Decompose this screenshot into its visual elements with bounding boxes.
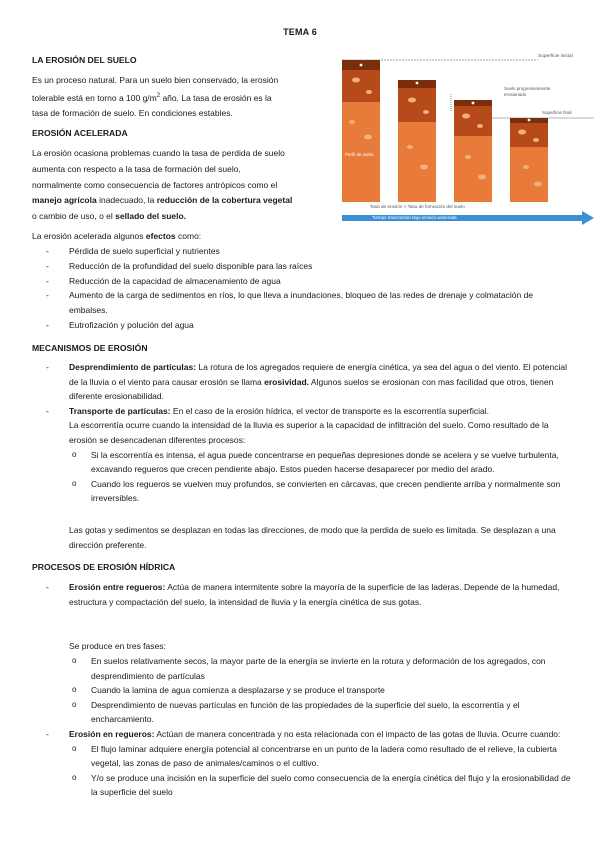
text-line: o cambio de uso, o el bbox=[32, 211, 116, 222]
bold-term: reducción de la cobertura vegetal bbox=[156, 195, 293, 206]
page-title: TEMA 6 bbox=[283, 27, 317, 37]
effects-list bbox=[32, 244, 562, 333]
list-item: o Cuando la lamina de agua comienza a desplazarse y se produce el transporte bbox=[32, 683, 572, 698]
text-line: normalmente como consecuencia de factores antrópicos como el bbox=[32, 179, 278, 190]
bold-term: manejo agrícola bbox=[32, 195, 97, 206]
list-item: - Reducción de la capacidad de almacenamiento de agua bbox=[32, 274, 562, 289]
sublist bbox=[32, 448, 572, 506]
paragraph-erosion-suelo bbox=[32, 73, 332, 122]
list-item: o Cuando los regueros se vuelven muy profundos, se convierten en cárcavas, que crecen pendiente arriba y normalmente son irreversibles. bbox=[32, 477, 572, 506]
processes-list bbox=[32, 580, 572, 609]
text-line: Es un proceso natural. Para un suelo bien conservado, la erosión bbox=[32, 75, 279, 85]
effects-intro bbox=[32, 229, 201, 245]
bold-term: efectos bbox=[145, 231, 176, 241]
mechanisms-closing: Las gotas y sedimentos se desplazan en todas las direcciones, de modo que la perdida de suelo es limitada. Se desplazan a una dirección preferente. bbox=[69, 525, 556, 550]
text-line: En el caso de la erosión hídrica, el vector de transporte es la escorrentía superficial. bbox=[170, 405, 490, 416]
bold-term: Transporte de partículas: bbox=[69, 405, 171, 416]
text-line: Actúan de manera concentrada y no esta relacionada con el impacto de las gotas de lluvia. Ocurre cuando: bbox=[154, 728, 561, 739]
list-item: - Reducción de la profundidad del suelo disponible para las raíces bbox=[32, 259, 562, 274]
phases-list bbox=[32, 654, 572, 800]
text-line: La escorrentía ocurre cuando la intensidad de la lluvia es superior a la capacidad de infiltración del suelo. Como resultado de la erosión se desencadenan diferentes procesos: bbox=[69, 420, 549, 445]
list-item: o Y/o se produce una incisión en la superficie del suelo como consecuencia de la energía cinética del flujo y la erosionabilidad de la superficie del suelo bbox=[32, 771, 572, 800]
text-line: La erosión ocasiona problemas cuando la tasa de perdida de suelo bbox=[32, 148, 285, 158]
text-line: como: bbox=[175, 231, 202, 241]
soil-column-1-mid bbox=[342, 70, 380, 102]
soil-erosion-diagram bbox=[342, 52, 594, 227]
heading-mecanismos: MECANISMOS DE EROSIÓN bbox=[32, 343, 148, 353]
soil-column-4-base bbox=[510, 147, 548, 202]
bold-term: Desprendimiento de partículas: bbox=[69, 362, 197, 372]
heading-procesos: PROCESOS DE EROSIÓN HÍDRICA bbox=[32, 562, 176, 572]
phases-intro: Se produce en tres fases: bbox=[69, 641, 166, 651]
text-line: Actúa de manera intermitente sobre la mayoría de la superficie de las laderas. Depende de la humedad, estructura y compactación del suelo, la intensidad de lluvia y la energía cinética de sus gotas. bbox=[69, 582, 560, 607]
soil-column-3-mid bbox=[454, 106, 492, 136]
soil-erosion-figure bbox=[342, 52, 594, 227]
label-time-arrow: Tiempo transcurrido bajo erosión acelerada bbox=[372, 215, 457, 220]
text-line: tolerable está en torno a 100 g/m bbox=[32, 92, 157, 103]
text-line: Algunos suelos se erosionan con mas facilidad que otros, tienen diferente erosionabilidad. bbox=[69, 376, 554, 402]
heading-erosion-acelerada: EROSIÓN ACELERADA bbox=[32, 128, 128, 138]
list-item: o Si la escorrentía es intensa, el agua puede concentrarse en pequeñas depresiones donde se acelera y se vuelve turbulenta, excavando regueros que crecen pendiente abajo. Estos pueden hacerse desaparecer por medio del arado. bbox=[32, 448, 572, 477]
list-item: - Pérdida de suelo superficial y nutrientes bbox=[32, 244, 562, 259]
text-line: aumenta con respecto a la tasa de formación del suelo, bbox=[32, 163, 241, 174]
soil-column-2-mid bbox=[398, 88, 436, 122]
label-initial-surface: Superficie inicial bbox=[538, 54, 573, 59]
text-line: La erosión acelerada algunos bbox=[32, 231, 146, 241]
soil-column-4-mid bbox=[510, 123, 548, 147]
text-line: año. La tasa de erosión es la bbox=[160, 92, 272, 103]
list-item: o Desprendimiento de nuevas partículas en función de las propiedades de la superficie del suelo, la escorrentía y el encharcamiento. bbox=[32, 698, 572, 727]
text-line: tasa de formación de suelo. En condiciones estables. bbox=[32, 108, 233, 119]
bold-term: sellado del suelo. bbox=[115, 211, 187, 222]
list-item: - Aumento de la carga de sedimentos en ríos, lo que lleva a inundaciones, bloqueo de las redes de drenaje y colmatación de embalses. bbox=[32, 288, 562, 318]
bold-term: Erosión en regueros: bbox=[69, 728, 155, 739]
list-item bbox=[32, 404, 572, 506]
bold-term: Erosión entre regueros: bbox=[69, 582, 166, 592]
paragraph-erosion-acelerada bbox=[32, 146, 334, 225]
bold-term: erosividad. bbox=[264, 376, 310, 387]
sublist bbox=[32, 654, 572, 727]
mechanisms-list bbox=[32, 360, 572, 506]
label-progressive-erosion: Suelo progresivamente erosionado bbox=[504, 86, 551, 97]
label-rate-comparison: Tasa de erosión > Tasa de formación del suelo bbox=[370, 204, 465, 209]
text-line: La rotura de los agregados requiere de energía cinética, ya sea del agua o del viento. El potencial de la lluvia o el viento para causar erosión se llama bbox=[69, 362, 568, 387]
list-item: o En suelos relativamente secos, la mayor parte de la energía se invierte en la rotura y deformación de los agregados, con desprendimiento de partículas bbox=[32, 654, 572, 683]
superscript: 2 bbox=[156, 92, 161, 99]
list-item bbox=[32, 654, 572, 727]
text-line: inadecuado, la bbox=[96, 195, 157, 206]
list-item: o El flujo laminar adquiere energía potencial al concentrarse en un punto de la ladera como resultado de el relieve, la cubierta vegetal, las zonas de paso de animales/caminos o el cultivo. bbox=[32, 742, 572, 771]
sublist bbox=[32, 742, 572, 800]
list-item bbox=[32, 727, 572, 800]
soil-column-2-base bbox=[398, 122, 436, 202]
list-item: - Eutrofización y polución del agua bbox=[32, 318, 562, 333]
soil-column-3-base bbox=[454, 136, 492, 202]
heading-erosion-suelo: LA EROSIÓN DEL SUELO bbox=[32, 55, 137, 65]
label-soil-profile: Perfil de suelo bbox=[345, 152, 374, 157]
list-item bbox=[32, 360, 572, 404]
label-final-surface: Superficie final bbox=[542, 110, 572, 115]
list-item bbox=[32, 580, 572, 609]
